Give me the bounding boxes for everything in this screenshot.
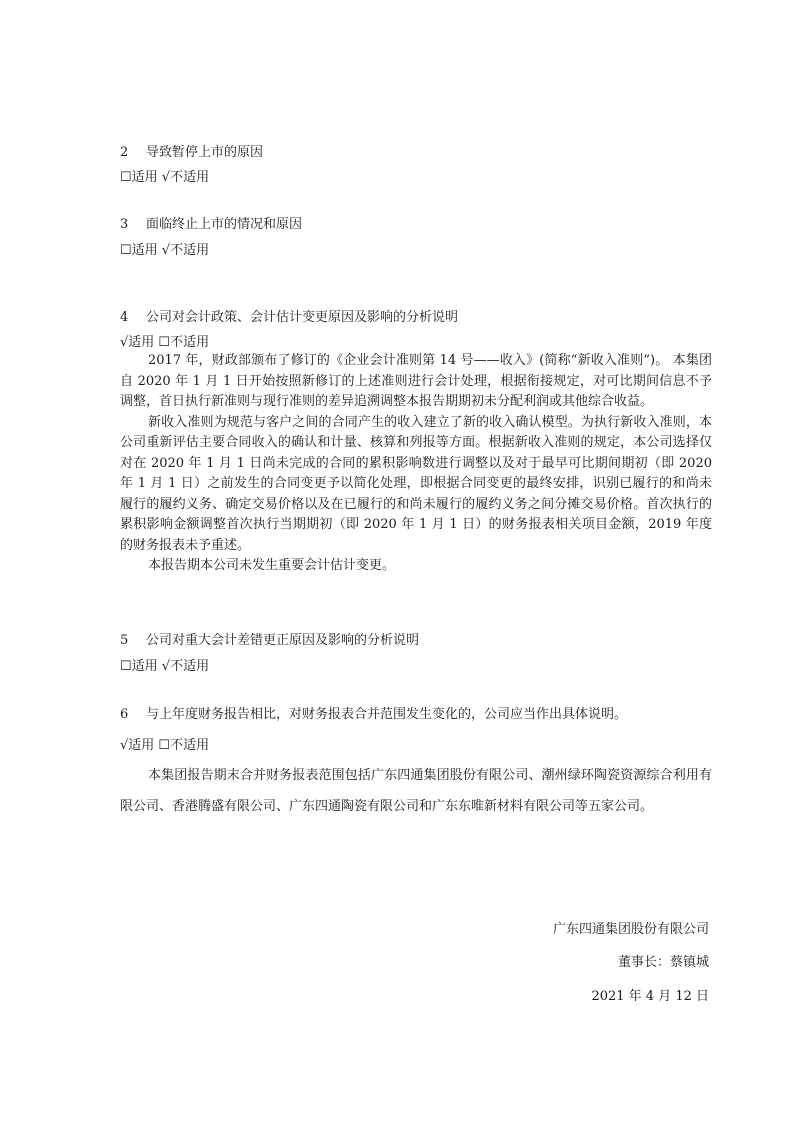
section-3-heading: [120, 213, 302, 232]
paragraph: 本报告期本公司未发生重要会计估计变更。: [148, 558, 396, 573]
section-5-applicability: ☐适用 √不适用: [120, 659, 210, 674]
section-number: 5: [120, 633, 129, 648]
section-title: 与上年度财务报告相比，对财务报表合并范围发生变化的，公司应当作出具体说明。: [146, 707, 628, 722]
section-3-applicability: ☐适用 √不适用: [120, 243, 210, 258]
section-title: 导致暂停上市的原因: [146, 145, 264, 160]
section-2-applicability: ☐适用 √不适用: [120, 170, 210, 185]
section-title: 面临终止上市的情况和原因: [146, 217, 303, 232]
paragraph: 新收入准则为规范与客户之间的合同产生的收入建立了新的收入确认模型。为执行新收入准则，本公司重新评估主要合同收入的确认和计量、核算和列报等方面。根据新收入准则的规定，本公司选择仅对在 2020 年 1 月 1 日尚未完成的合同的累积影响数进行调整以及对于最早可比期间期初（即 2020 年 1 月 1 日）之前发生的合同变更予以简化处理，即根据合同变更的最终安排，识别已履行的和尚未履行的履约义务、确定交易价格以及在已履行的和尚未履行的履约义务之间分摊交易价格。首次执行的累积影响金额调整首次执行当期期初（即 2020 年 1 月 1 日）的财务报表相关项目金额，2019 年度的财务报表未予重述。: [120, 414, 712, 553]
company-name: 广东四通集团股份有限公司: [552, 922, 709, 937]
section-number: 2: [120, 145, 129, 160]
section-6-heading: [120, 703, 627, 722]
section-4-heading: [120, 306, 458, 325]
section-5-heading: [120, 629, 419, 648]
section-number: 6: [120, 707, 129, 722]
section-title: 公司对重大会计差错更正原因及影响的分析说明: [146, 633, 420, 648]
section-number: 3: [120, 217, 129, 232]
section-6-body: 本集团报告期末合并财务报表范围包括广东四通集团股份有限公司、潮州绿环陶瓷资源综合利用有限公司、香港腾盛有限公司、广东四通陶瓷有限公司和广东东唯新材料有限公司等五家公司。: [120, 768, 712, 814]
section-4-applicability: √适用 ☐不适用: [120, 335, 210, 350]
section-4-body: [120, 351, 712, 577]
section-6-applicability: √适用 ☐不适用: [120, 738, 210, 753]
chairman-signature: 董事长：蔡镇城: [617, 955, 709, 970]
report-date: 2021 年 4 月 12 日: [591, 989, 709, 1004]
section-title: 公司对会计政策、会计估计变更原因及影响的分析说明: [146, 310, 459, 325]
section-number: 4: [120, 310, 129, 325]
paragraph: 2017 年，财政部颁布了修订的《企业会计准则第 14 号——收入》(简称“新收入准则”)。 本集团自 2020 年 1 月 1 日开始按照新修订的上述准则进行会计处理，根据衔接规定，对可比期间信息不予调整，首日执行新准则与现行准则的差异追溯调整本报告期期初未分配利润或其他综合收益。: [120, 353, 712, 409]
section-2-heading: [120, 141, 263, 160]
